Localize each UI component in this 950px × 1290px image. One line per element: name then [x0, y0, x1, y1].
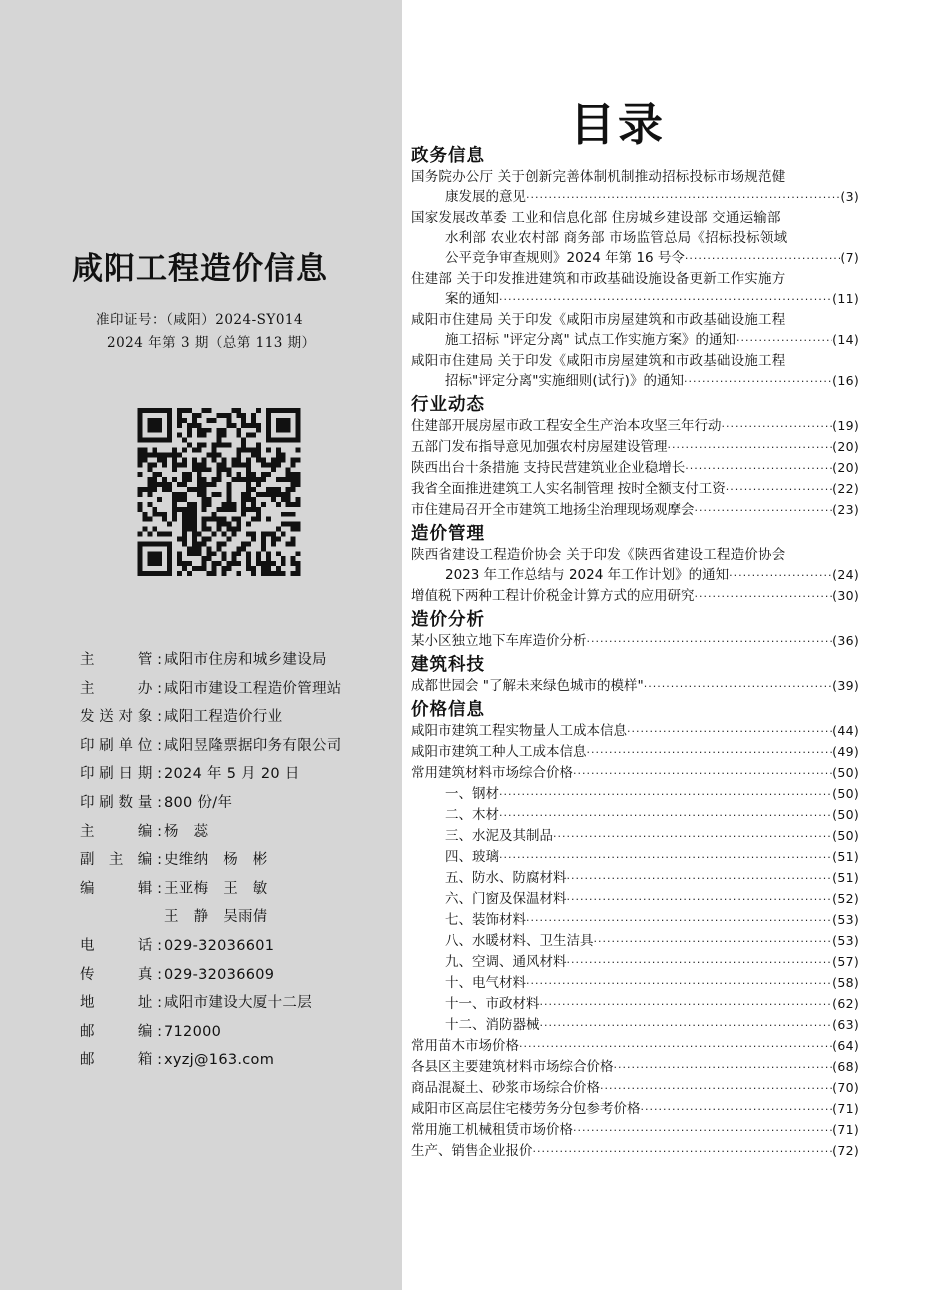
info-row	[80, 936, 400, 965]
leader-dots	[726, 480, 832, 500]
info-label: 印刷日期:	[80, 766, 162, 783]
page-number: (53)	[832, 912, 859, 927]
page-number: (11)	[832, 291, 859, 306]
entry-title: 案的通知	[445, 291, 499, 307]
entry-title: 某小区独立地下车库造价分析	[411, 633, 587, 649]
entry-title: 九、空调、通风材料	[445, 954, 567, 970]
section-heading: 建筑科技	[411, 655, 485, 675]
entry-title: 十一、市政材料	[445, 996, 540, 1012]
entry-title: 常用苗木市场价格	[411, 1038, 519, 1054]
section-heading: 政务信息	[411, 146, 485, 166]
leader-dots	[587, 632, 833, 652]
toc-entry[interactable]	[411, 500, 859, 521]
info-label: 副 主 编:	[80, 852, 162, 869]
page-number: (63)	[832, 1017, 859, 1032]
leader-dots	[685, 249, 840, 269]
entry-title: 成都世园会 "了解未来绿色城市的模样"	[411, 678, 644, 694]
info-value: 712000	[164, 1023, 222, 1040]
leader-dots	[695, 501, 833, 521]
leader-dots	[526, 974, 832, 994]
leader-dots	[736, 331, 832, 351]
entry-title: 我省全面推进建筑工人实名制管理 按时全额支付工资	[411, 481, 726, 497]
page-number: (62)	[832, 996, 859, 1011]
toc-entry[interactable]	[411, 847, 859, 868]
info-value: 029-32036601	[164, 937, 275, 954]
toc-entry[interactable]	[411, 1015, 859, 1036]
entry-title: 常用施工机械租赁市场价格	[411, 1122, 573, 1138]
info-value: 史维纳 杨 彬	[164, 852, 268, 869]
leader-dots	[499, 290, 832, 310]
entry-title: 各县区主要建筑材料市场综合价格	[411, 1059, 614, 1075]
page-number: (49)	[832, 744, 859, 759]
info-label: 主 办:	[80, 680, 162, 697]
entry-title: 公平竞争审查规则》2024 年第 16 号令	[445, 250, 685, 266]
info-row	[80, 650, 400, 679]
entry-title: 生产、销售企业报价	[411, 1143, 533, 1159]
page-number: (58)	[832, 975, 859, 990]
toc-entry[interactable]	[411, 310, 859, 351]
entry-title: 一、钢材	[445, 786, 499, 802]
toc-entry[interactable]	[411, 1057, 859, 1078]
page-number: (71)	[832, 1101, 859, 1116]
toc-entry[interactable]	[411, 1036, 859, 1057]
page-number: (44)	[832, 723, 859, 738]
toc-entry[interactable]	[411, 479, 859, 500]
page-number: (23)	[832, 502, 859, 517]
info-value: 王亚梅 王 敏	[164, 880, 268, 897]
section-heading: 行业动态	[411, 395, 485, 415]
entry-title: 国务院办公厅 关于创新完善体制机制推动招标投标市场规范健	[411, 169, 786, 185]
page-number: (68)	[832, 1059, 859, 1074]
info-row	[80, 879, 400, 908]
info-label: 邮 箱:	[80, 1052, 162, 1069]
info-label: 传 真:	[80, 966, 162, 983]
entry-title: 招标"评定分离"实施细则(试行)》的通知	[445, 373, 684, 389]
entry-title: 住建部开展房屋市政工程安全生产治本攻坚三年行动	[411, 418, 722, 434]
page-number: (72)	[832, 1143, 859, 1158]
page-number: (3)	[840, 189, 859, 204]
page-number: (16)	[832, 373, 859, 388]
info-row	[80, 822, 400, 851]
info-row	[80, 1022, 400, 1051]
leader-dots	[644, 677, 832, 697]
toc-entry[interactable]	[411, 586, 859, 607]
info-value: 2024 年 5 月 20 日	[164, 766, 300, 783]
entry-title: 八、水暖材料、卫生洁具	[445, 933, 594, 949]
toc-entry[interactable]	[411, 889, 859, 910]
page-number: (57)	[832, 954, 859, 969]
toc-entry[interactable]	[411, 458, 859, 479]
leader-dots	[614, 1058, 833, 1078]
info-value: 杨 蕊	[164, 823, 209, 840]
toc-title: 目录	[570, 98, 667, 151]
toc-entry[interactable]	[411, 1120, 859, 1141]
leader-dots	[499, 785, 832, 805]
leader-dots	[540, 1016, 833, 1036]
leader-dots	[684, 372, 832, 392]
qr-code	[137, 408, 301, 576]
entry-title: 咸阳市建筑工种人工成本信息	[411, 744, 587, 760]
entry-title: 住建部 关于印发推进建筑和市政基础设施设备更新工作实施方	[411, 271, 786, 287]
leader-dots	[567, 869, 833, 889]
info-value: 咸阳昱隆票据印务有限公司	[164, 737, 342, 754]
toc-entry[interactable]	[411, 631, 859, 652]
page-number: (51)	[832, 849, 859, 864]
entry-title: 六、门窗及保温材料	[445, 891, 567, 907]
page-number: (20)	[832, 460, 859, 475]
leader-dots	[668, 438, 833, 458]
leader-dots	[695, 587, 833, 607]
toc-entry[interactable]	[411, 931, 859, 952]
entry-title: 五、防水、防腐材料	[445, 870, 567, 886]
toc-entry[interactable]	[411, 826, 859, 847]
entry-title: 五部门发布指导意见加强农村房屋建设管理	[411, 439, 668, 455]
leader-dots	[567, 953, 833, 973]
cover-panel	[0, 0, 402, 1290]
leader-dots	[533, 1142, 833, 1162]
page-number: (51)	[832, 870, 859, 885]
page-number: (22)	[832, 481, 859, 496]
toc-entry[interactable]	[411, 351, 859, 392]
page-number: (36)	[832, 633, 859, 648]
toc-entry[interactable]	[411, 545, 859, 586]
leader-dots	[553, 827, 832, 847]
page-number: (52)	[832, 891, 859, 906]
section-heading: 价格信息	[411, 700, 485, 720]
entry-title: 国家发展改革委 工业和信息化部 住房城乡建设部 交通运输部	[411, 210, 781, 226]
leader-dots	[600, 1079, 832, 1099]
info-value: 咸阳市建设工程造价管理站	[164, 680, 342, 697]
toc-entry[interactable]	[411, 973, 859, 994]
info-value: 咸阳工程造价行业	[164, 709, 283, 726]
entry-title: 咸阳市区高层住宅楼劳务分包参考价格	[411, 1101, 641, 1117]
info-label: 主 管:	[80, 652, 162, 668]
info-row	[80, 736, 400, 765]
toc-entry[interactable]	[411, 1078, 859, 1099]
info-label	[80, 907, 162, 936]
leader-dots	[567, 890, 833, 910]
page-number: (30)	[832, 588, 859, 603]
entry-title: 三、水泥及其制品	[445, 828, 553, 844]
info-row	[80, 764, 400, 793]
leader-dots	[594, 932, 833, 952]
toc-entry[interactable]	[411, 994, 859, 1015]
leader-dots	[519, 1037, 832, 1057]
info-label: 编 辑:	[80, 880, 162, 897]
page-number: (19)	[832, 418, 859, 433]
page-number: (71)	[832, 1122, 859, 1137]
info-row	[80, 1050, 400, 1079]
leader-dots	[573, 764, 832, 784]
toc-entry[interactable]	[411, 437, 859, 458]
toc-entry[interactable]	[411, 1099, 859, 1120]
page-number: (53)	[832, 933, 859, 948]
entry-title: 十、电气材料	[445, 975, 526, 991]
info-label: 地 址:	[80, 995, 162, 1012]
info-row	[80, 965, 400, 994]
info-value: 王 静 吴雨倩	[164, 909, 268, 926]
leader-dots	[685, 459, 832, 479]
entry-title: 商品混凝土、砂浆市场综合价格	[411, 1080, 600, 1096]
page-number: (39)	[832, 678, 859, 693]
leader-dots	[526, 911, 832, 931]
table-of-contents	[411, 143, 859, 1162]
page-number: (50)	[832, 807, 859, 822]
entry-title: 常用建筑材料市场综合价格	[411, 765, 573, 781]
entry-title: 施工招标 "评定分离" 试点工作实施方案》的通知	[445, 332, 737, 348]
page-number: (70)	[832, 1080, 859, 1095]
entry-title: 咸阳市住建局 关于印发《咸阳市房屋建筑和市政基础设施工程	[411, 312, 786, 328]
entry-title: 十二、消防器械	[445, 1017, 540, 1033]
toc-entry[interactable]	[411, 742, 859, 763]
toc-entry[interactable]	[411, 208, 859, 269]
leader-dots	[573, 1121, 832, 1141]
leader-dots	[722, 417, 833, 437]
page-number: (20)	[832, 439, 859, 454]
issue-number: 2024 年第 3 期（总第 113 期）	[107, 335, 316, 351]
entry-title: 市住建局召开全市建筑工地扬尘治理现场观摩会	[411, 502, 695, 518]
entry-title: 增值税下两种工程计价税金计算方式的应用研究	[411, 588, 695, 604]
leader-dots	[587, 743, 833, 763]
entry-title: 陕西省建设工程造价协会 关于印发《陕西省建设工程造价协会	[411, 547, 786, 563]
info-label: 印刷单位:	[80, 737, 162, 754]
info-row	[80, 679, 400, 708]
info-value: xyzj@163.com	[164, 1052, 275, 1069]
toc-entry[interactable]	[411, 763, 859, 784]
info-label: 邮 编:	[80, 1023, 162, 1040]
leader-dots	[641, 1100, 833, 1120]
page-number: (7)	[840, 250, 859, 265]
entry-title: 康发展的意见	[445, 189, 526, 205]
leader-dots	[729, 566, 832, 586]
info-row	[80, 707, 400, 736]
info-value: 咸阳市住房和城乡建设局	[164, 652, 327, 668]
toc-entry[interactable]	[411, 721, 859, 742]
info-row	[80, 993, 400, 1022]
entry-title: 二、木材	[445, 807, 499, 823]
page-number: (14)	[832, 332, 859, 347]
toc-entry[interactable]	[411, 676, 859, 697]
entry-title: 七、装饰材料	[445, 912, 526, 928]
info-row	[80, 850, 400, 879]
section-heading: 造价分析	[411, 610, 485, 630]
entry-title: 咸阳市建筑工程实物量人工成本信息	[411, 723, 627, 739]
info-row	[80, 793, 400, 822]
entry-title: 2023 年工作总结与 2024 年工作计划》的通知	[445, 567, 730, 583]
section-heading: 造价管理	[411, 524, 485, 544]
toc-entry[interactable]	[411, 910, 859, 931]
publication-info	[80, 650, 400, 1079]
leader-dots	[526, 188, 840, 208]
leader-dots	[540, 995, 833, 1015]
toc-entry[interactable]	[411, 952, 859, 973]
page-number: (50)	[832, 828, 859, 843]
info-value: 咸阳市建设大厦十二层	[164, 995, 312, 1012]
page-number: (50)	[832, 786, 859, 801]
entry-title: 陕西出台十条措施 支持民营建筑业企业稳增长	[411, 460, 686, 476]
leader-dots	[499, 848, 832, 868]
toc-entry[interactable]	[411, 805, 859, 826]
entry-title: 水利部 农业农村部 商务部 市场监管总局《招标投标领域	[445, 230, 788, 246]
toc-entry[interactable]	[411, 1141, 859, 1162]
table-of-contents-page	[402, 0, 950, 1290]
entry-title: 咸阳市住建局 关于印发《咸阳市房屋建筑和市政基础设施工程	[411, 353, 786, 369]
info-value: 029-32036609	[164, 966, 275, 983]
entry-title: 四、玻璃	[445, 849, 499, 865]
leader-dots	[499, 806, 832, 826]
page-number: (64)	[832, 1038, 859, 1053]
info-label: 印刷数量:	[80, 794, 162, 811]
magazine-title: 咸阳工程造价信息	[72, 251, 328, 287]
info-label: 主 编:	[80, 823, 162, 840]
toc-entry[interactable]	[411, 167, 859, 208]
leader-dots	[627, 722, 832, 742]
page-number: (50)	[832, 765, 859, 780]
toc-entry[interactable]	[411, 269, 859, 310]
toc-entry[interactable]	[411, 416, 859, 437]
page-number: (24)	[832, 567, 859, 582]
info-label: 电 话:	[80, 937, 162, 954]
toc-entry[interactable]	[411, 784, 859, 805]
info-label: 发送对象:	[80, 709, 162, 726]
info-row	[80, 907, 400, 936]
permit-number: 准印证号：（咸阳）2024-SY014	[96, 312, 304, 328]
info-value: 800 份/年	[164, 794, 233, 811]
toc-entry[interactable]	[411, 868, 859, 889]
